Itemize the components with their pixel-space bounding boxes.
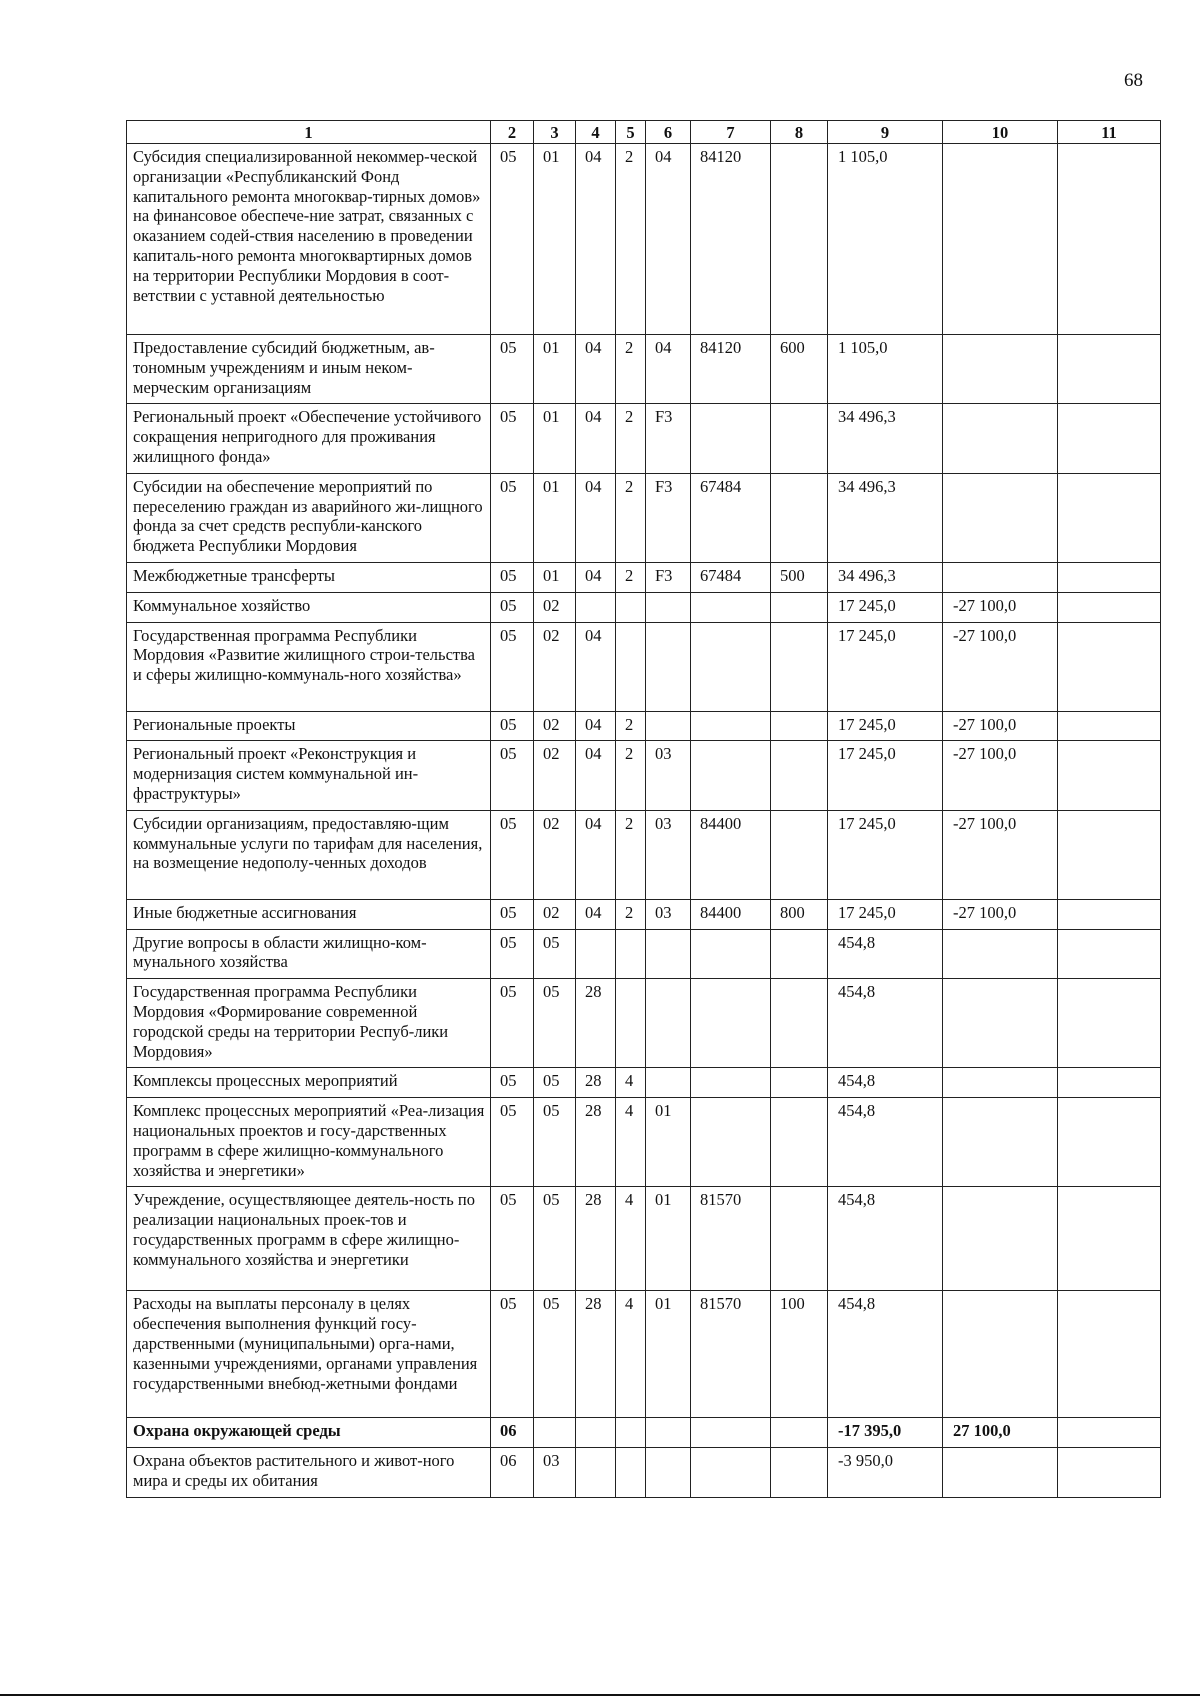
col-6-cell: 03: [646, 810, 691, 899]
col-5-cell: [616, 929, 646, 979]
col-2-cell: 05: [491, 810, 534, 899]
col-6-cell: 03: [646, 741, 691, 810]
col-4-cell: 04: [576, 741, 616, 810]
col-7-cell: 67484: [691, 473, 771, 562]
col-11-cell: [1058, 741, 1161, 810]
col-11-cell: [1058, 1187, 1161, 1291]
col-4-cell: 04: [576, 711, 616, 741]
col-4-cell: 28: [576, 1291, 616, 1418]
row-label: Межбюджетные трансферты: [127, 562, 491, 592]
col-10-cell: 27 100,0: [943, 1418, 1058, 1448]
col-10-cell: [943, 144, 1058, 335]
row-label: Региональные проекты: [127, 711, 491, 741]
col-4-cell: 28: [576, 1187, 616, 1291]
col-11-cell: [1058, 562, 1161, 592]
col-5-cell: 2: [616, 562, 646, 592]
row-label: Другие вопросы в области жилищно-ком-мунального хозяйства: [127, 929, 491, 979]
col-6-cell: [646, 1418, 691, 1448]
col-header: 11: [1058, 121, 1161, 144]
col-3-cell: 01: [534, 335, 576, 404]
col-9-cell: 454,8: [828, 1068, 943, 1098]
col-11-cell: [1058, 1098, 1161, 1187]
col-header: 8: [771, 121, 828, 144]
col-9-cell: 454,8: [828, 929, 943, 979]
table-body: [127, 144, 1161, 1498]
col-11-cell: [1058, 1448, 1161, 1498]
table-row: [127, 1418, 1161, 1448]
col-8-cell: 800: [771, 899, 828, 929]
col-8-cell: 100: [771, 1291, 828, 1418]
col-5-cell: 2: [616, 711, 646, 741]
col-11-cell: [1058, 592, 1161, 622]
row-label: Иные бюджетные ассигнования: [127, 899, 491, 929]
col-6-cell: 01: [646, 1291, 691, 1418]
col-3-cell: 05: [534, 1187, 576, 1291]
col-9-cell: 17 245,0: [828, 592, 943, 622]
col-11-cell: [1058, 1291, 1161, 1418]
col-header: 2: [491, 121, 534, 144]
table-row: [127, 1187, 1161, 1291]
table-row: [127, 592, 1161, 622]
col-4-cell: 04: [576, 404, 616, 473]
col-10-cell: -27 100,0: [943, 711, 1058, 741]
col-7-cell: [691, 404, 771, 473]
row-label: Региональный проект «Обеспечение устойчивого сокращения непригодного для проживания жилищного фонда»: [127, 404, 491, 473]
col-header: 4: [576, 121, 616, 144]
col-8-cell: [771, 810, 828, 899]
col-2-cell: 05: [491, 473, 534, 562]
col-9-cell: 454,8: [828, 1291, 943, 1418]
col-2-cell: 05: [491, 144, 534, 335]
row-label: Субсидии организациям, предоставляю-щим коммунальные услуги по тарифам для населения, на возмещение недополу-ченных доходов: [127, 810, 491, 899]
col-6-cell: [646, 622, 691, 711]
row-label: Субсидия специализированной некоммер-ческой организации «Республиканский Фонд капитального ремонта многоквар-тирных домов» на финансовое обеспече-ние затрат, связанных с оказанием содей-ствия населению в проведении капиталь-ного ремонта многоквартирных домов на территории Республики Мордовия в соот-ветствии с уставной деятельностью: [127, 144, 491, 335]
col-2-cell: 05: [491, 1068, 534, 1098]
col-3-cell: 01: [534, 144, 576, 335]
col-9-cell: 454,8: [828, 979, 943, 1068]
col-7-cell: [691, 979, 771, 1068]
col-4-cell: 28: [576, 1068, 616, 1098]
col-10-cell: [943, 404, 1058, 473]
col-3-cell: 02: [534, 711, 576, 741]
row-label: Комплексы процессных мероприятий: [127, 1068, 491, 1098]
col-4-cell: 04: [576, 810, 616, 899]
col-6-cell: F3: [646, 562, 691, 592]
table-row: [127, 1291, 1161, 1418]
col-11-cell: [1058, 335, 1161, 404]
col-5-cell: 2: [616, 899, 646, 929]
col-3-cell: 05: [534, 1098, 576, 1187]
col-11-cell: [1058, 979, 1161, 1068]
row-label: Предоставление субсидий бюджетным, ав-тономным учреждениям и иным неком-мерческим организациям: [127, 335, 491, 404]
col-9-cell: 34 496,3: [828, 473, 943, 562]
table-row: [127, 622, 1161, 711]
col-9-cell: 454,8: [828, 1187, 943, 1291]
col-9-cell: 1 105,0: [828, 335, 943, 404]
col-4-cell: [576, 1418, 616, 1448]
col-7-cell: [691, 929, 771, 979]
col-3-cell: 01: [534, 562, 576, 592]
col-10-cell: [943, 1187, 1058, 1291]
col-9-cell: -3 950,0: [828, 1448, 943, 1498]
col-8-cell: 600: [771, 335, 828, 404]
col-10-cell: [943, 562, 1058, 592]
col-4-cell: 04: [576, 899, 616, 929]
col-2-cell: 06: [491, 1448, 534, 1498]
col-7-cell: 81570: [691, 1291, 771, 1418]
page-number: 68: [1124, 70, 1143, 91]
table-row: [127, 979, 1161, 1068]
col-2-cell: 05: [491, 592, 534, 622]
col-7-cell: [691, 741, 771, 810]
row-label: Комплекс процессных мероприятий «Реа-лизация национальных проектов и госу-дарственных программ в сфере жилищно-коммунального хозяйства и энергетики»: [127, 1098, 491, 1187]
col-10-cell: [943, 1068, 1058, 1098]
col-header: 1: [127, 121, 491, 144]
col-3-cell: 03: [534, 1448, 576, 1498]
col-10-cell: -27 100,0: [943, 622, 1058, 711]
row-label: Региональный проект «Реконструкция и модернизация систем коммунальной ин-фраструктуры»: [127, 741, 491, 810]
col-7-cell: 67484: [691, 562, 771, 592]
col-4-cell: [576, 929, 616, 979]
col-4-cell: 04: [576, 562, 616, 592]
col-3-cell: [534, 1418, 576, 1448]
col-11-cell: [1058, 810, 1161, 899]
col-8-cell: [771, 1448, 828, 1498]
col-10-cell: [943, 1098, 1058, 1187]
col-8-cell: [771, 144, 828, 335]
row-label: Коммунальное хозяйство: [127, 592, 491, 622]
col-11-cell: [1058, 899, 1161, 929]
col-5-cell: 4: [616, 1098, 646, 1187]
table-row: [127, 899, 1161, 929]
col-3-cell: 02: [534, 592, 576, 622]
col-4-cell: 04: [576, 473, 616, 562]
col-9-cell: 17 245,0: [828, 622, 943, 711]
table-row: [127, 473, 1161, 562]
col-2-cell: 05: [491, 899, 534, 929]
col-7-cell: [691, 1098, 771, 1187]
col-5-cell: 2: [616, 810, 646, 899]
col-6-cell: [646, 1068, 691, 1098]
col-6-cell: [646, 979, 691, 1068]
col-4-cell: 04: [576, 144, 616, 335]
col-7-cell: [691, 622, 771, 711]
col-3-cell: 02: [534, 622, 576, 711]
col-8-cell: [771, 929, 828, 979]
col-9-cell: 34 496,3: [828, 562, 943, 592]
col-5-cell: 2: [616, 473, 646, 562]
col-7-cell: 84400: [691, 810, 771, 899]
col-5-cell: 4: [616, 1187, 646, 1291]
col-2-cell: 05: [491, 1098, 534, 1187]
row-label: Государственная программа Республики Мордовия «Развитие жилищного строи-тельства и сферы жилищно-коммуналь-ного хозяйства»: [127, 622, 491, 711]
col-6-cell: 04: [646, 335, 691, 404]
col-8-cell: [771, 473, 828, 562]
col-11-cell: [1058, 144, 1161, 335]
col-8-cell: [771, 592, 828, 622]
col-3-cell: 05: [534, 1068, 576, 1098]
col-10-cell: -27 100,0: [943, 810, 1058, 899]
col-9-cell: 17 245,0: [828, 899, 943, 929]
col-5-cell: 2: [616, 335, 646, 404]
table-row: [127, 1098, 1161, 1187]
row-label: Учреждение, осуществляющее деятель-ность по реализации национальных проек-тов и государственных программ в сфере жилищно-коммунального хозяйства и энергетики: [127, 1187, 491, 1291]
col-3-cell: 02: [534, 741, 576, 810]
col-2-cell: 05: [491, 1291, 534, 1418]
col-7-cell: [691, 711, 771, 741]
col-2-cell: 05: [491, 979, 534, 1068]
col-8-cell: [771, 1187, 828, 1291]
col-4-cell: 04: [576, 622, 616, 711]
col-5-cell: 4: [616, 1291, 646, 1418]
col-header: 6: [646, 121, 691, 144]
col-11-cell: [1058, 711, 1161, 741]
col-5-cell: 2: [616, 741, 646, 810]
col-9-cell: 454,8: [828, 1098, 943, 1187]
header-row: [127, 121, 1161, 144]
col-10-cell: [943, 1291, 1058, 1418]
col-8-cell: [771, 711, 828, 741]
table-row: [127, 404, 1161, 473]
col-10-cell: [943, 335, 1058, 404]
col-4-cell: 28: [576, 1098, 616, 1187]
col-9-cell: 1 105,0: [828, 144, 943, 335]
col-header: 10: [943, 121, 1058, 144]
col-8-cell: [771, 1418, 828, 1448]
col-11-cell: [1058, 1068, 1161, 1098]
col-7-cell: 81570: [691, 1187, 771, 1291]
row-label: Расходы на выплаты персоналу в целях обеспечения выполнения функций госу-дарственными (муниципальными) орга-нами, казенными учреждениями, органами управления государственными внебюд-жетными фондами: [127, 1291, 491, 1418]
col-5-cell: [616, 979, 646, 1068]
col-5-cell: 2: [616, 404, 646, 473]
col-5-cell: [616, 1448, 646, 1498]
col-header: 9: [828, 121, 943, 144]
col-8-cell: [771, 1098, 828, 1187]
col-3-cell: 05: [534, 929, 576, 979]
col-4-cell: [576, 1448, 616, 1498]
col-10-cell: [943, 1448, 1058, 1498]
col-6-cell: F3: [646, 404, 691, 473]
col-3-cell: 01: [534, 404, 576, 473]
col-7-cell: [691, 1448, 771, 1498]
col-9-cell: -17 395,0: [828, 1418, 943, 1448]
col-2-cell: 05: [491, 1187, 534, 1291]
col-5-cell: [616, 592, 646, 622]
col-8-cell: [771, 1068, 828, 1098]
col-11-cell: [1058, 473, 1161, 562]
col-3-cell: 01: [534, 473, 576, 562]
scan-edge-line: [0, 1694, 1200, 1696]
col-6-cell: [646, 711, 691, 741]
col-10-cell: [943, 929, 1058, 979]
col-2-cell: 05: [491, 622, 534, 711]
col-10-cell: [943, 473, 1058, 562]
col-6-cell: 01: [646, 1187, 691, 1291]
table-row: [127, 1068, 1161, 1098]
col-5-cell: [616, 622, 646, 711]
col-8-cell: [771, 741, 828, 810]
col-6-cell: F3: [646, 473, 691, 562]
col-10-cell: -27 100,0: [943, 741, 1058, 810]
col-7-cell: [691, 592, 771, 622]
table-row: [127, 335, 1161, 404]
table-row: [127, 1448, 1161, 1498]
table-row: [127, 562, 1161, 592]
col-4-cell: 28: [576, 979, 616, 1068]
col-6-cell: 03: [646, 899, 691, 929]
col-3-cell: 02: [534, 810, 576, 899]
row-label: Охрана окружающей среды: [127, 1418, 491, 1448]
row-label: Охрана объектов растительного и живот-ного мира и среды их обитания: [127, 1448, 491, 1498]
table-row: [127, 144, 1161, 335]
col-11-cell: [1058, 1418, 1161, 1448]
col-2-cell: 05: [491, 335, 534, 404]
col-6-cell: [646, 1448, 691, 1498]
col-4-cell: 04: [576, 335, 616, 404]
table-row: [127, 711, 1161, 741]
row-label: Государственная программа Республики Мордовия «Формирование современной городской среды на территории Респуб-лики Мордовия»: [127, 979, 491, 1068]
col-7-cell: [691, 1068, 771, 1098]
col-6-cell: 01: [646, 1098, 691, 1187]
row-label: Субсидии на обеспечение мероприятий по переселению граждан из аварийного жи-лищного фонда за счет средств республи-канского бюджета Республики Мордовия: [127, 473, 491, 562]
col-4-cell: [576, 592, 616, 622]
col-2-cell: 05: [491, 404, 534, 473]
col-2-cell: 06: [491, 1418, 534, 1448]
budget-table: [126, 120, 1161, 1498]
col-9-cell: 34 496,3: [828, 404, 943, 473]
col-8-cell: [771, 404, 828, 473]
col-7-cell: 84400: [691, 899, 771, 929]
col-2-cell: 05: [491, 711, 534, 741]
col-10-cell: -27 100,0: [943, 592, 1058, 622]
col-header: 5: [616, 121, 646, 144]
col-2-cell: 05: [491, 741, 534, 810]
col-6-cell: [646, 592, 691, 622]
col-8-cell: 500: [771, 562, 828, 592]
col-7-cell: [691, 1418, 771, 1448]
col-6-cell: [646, 929, 691, 979]
col-8-cell: [771, 979, 828, 1068]
col-5-cell: [616, 1418, 646, 1448]
col-3-cell: 02: [534, 899, 576, 929]
col-2-cell: 05: [491, 929, 534, 979]
col-10-cell: -27 100,0: [943, 899, 1058, 929]
col-3-cell: 05: [534, 1291, 576, 1418]
col-10-cell: [943, 979, 1058, 1068]
col-11-cell: [1058, 404, 1161, 473]
col-7-cell: 84120: [691, 144, 771, 335]
col-header: 7: [691, 121, 771, 144]
col-9-cell: 17 245,0: [828, 711, 943, 741]
col-5-cell: 4: [616, 1068, 646, 1098]
table-row: [127, 929, 1161, 979]
col-9-cell: 17 245,0: [828, 741, 943, 810]
col-5-cell: 2: [616, 144, 646, 335]
col-7-cell: 84120: [691, 335, 771, 404]
col-3-cell: 05: [534, 979, 576, 1068]
col-header: 3: [534, 121, 576, 144]
col-9-cell: 17 245,0: [828, 810, 943, 899]
table-row: [127, 810, 1161, 899]
col-11-cell: [1058, 929, 1161, 979]
col-8-cell: [771, 622, 828, 711]
col-6-cell: 04: [646, 144, 691, 335]
col-2-cell: 05: [491, 562, 534, 592]
col-11-cell: [1058, 622, 1161, 711]
table-row: [127, 741, 1161, 810]
